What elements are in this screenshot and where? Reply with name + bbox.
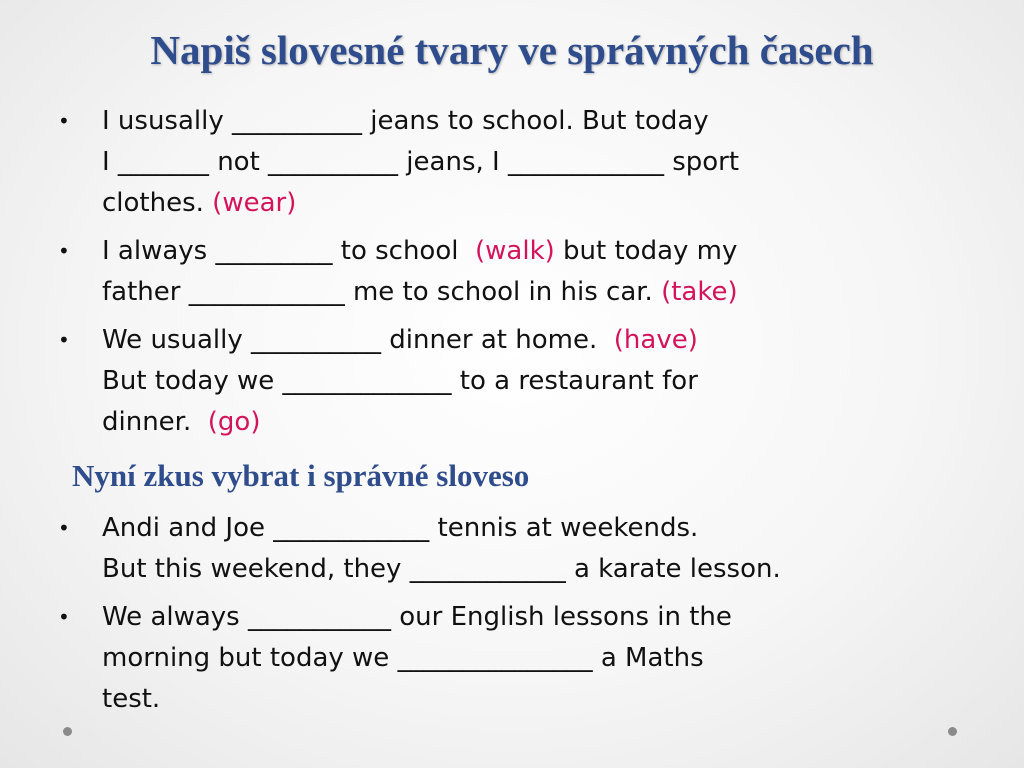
list-item [58,508,978,590]
sentence-line: morning but today we _______________ a Maths [102,643,704,673]
sentence-line: but today my [563,236,738,266]
verb-hint: (wear) [212,188,297,218]
sentence-line: father ____________ me to school in his car. [102,277,653,307]
exercise-list-tenses [58,101,978,450]
list-item [58,101,978,224]
bullet-icon: • [58,109,70,133]
sentence-line: We always ___________ our English lessons in the [102,602,732,632]
corner-dot-icon [63,727,72,736]
verb-hint: (take) [661,277,738,307]
sentence-line: dinner. [102,407,192,437]
bullet-icon: • [58,516,70,540]
sentence-line: Andi and Joe ____________ tennis at weekends. [102,513,699,543]
corner-dot-icon [948,727,957,736]
bullet-icon: • [58,328,70,352]
list-item [58,597,978,720]
slide-title: Napiš slovesné tvary ve správných časech [150,27,874,73]
verb-hint: (have) [613,325,698,355]
list-item [58,231,978,313]
sentence-line: I _______ not __________ jeans, I ____________ sport [102,147,740,177]
bullet-icon: • [58,239,70,263]
sentence-line: But today we _____________ to a restaurant for [102,366,698,396]
list-item [58,320,978,443]
sentence-line: clothes. [102,188,204,218]
sentence-line: test. [102,684,161,714]
sentence-line: But this weekend, they ____________ a karate lesson. [102,554,781,584]
section-subheading: Nyní zkus vybrat i správné sloveso [72,458,530,493]
verb-hint: (walk) [475,236,555,266]
sentence-line: We usually __________ dinner at home. [102,325,598,355]
sentence-line: I ususally __________ jeans to school. But today [102,106,709,136]
exercise-list-verbs [58,508,978,727]
verb-hint: (go) [207,407,261,437]
sentence-line: I always _________ to school [102,236,459,266]
bullet-icon: • [58,605,70,629]
